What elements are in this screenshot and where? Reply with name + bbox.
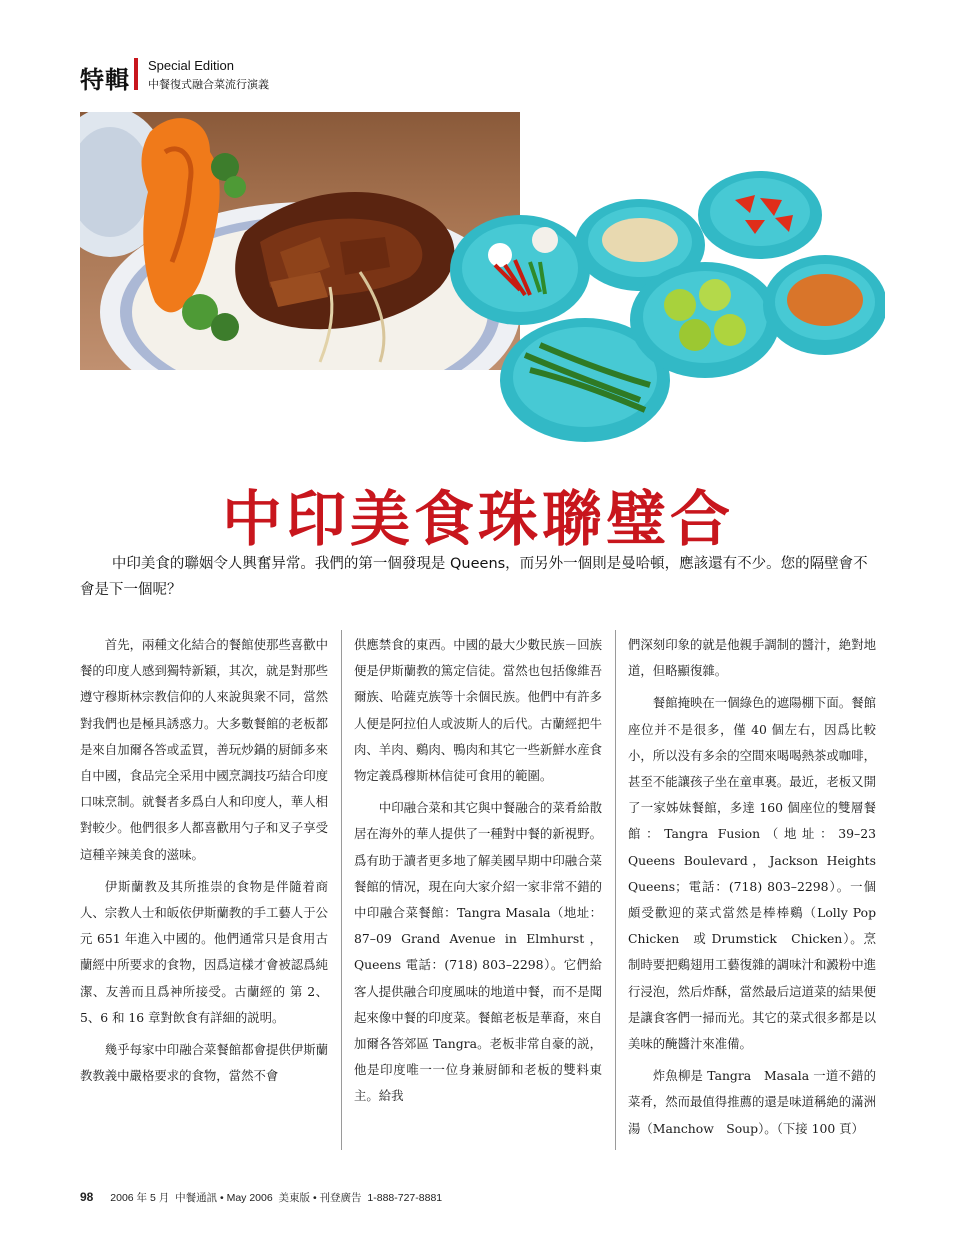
paragraph: 們深刻印象的就是他親手調制的醬汁，絶對地道，但略顯復雜。 xyxy=(628,637,876,679)
column-3 xyxy=(628,632,876,1148)
paragraph: 幾乎每家中印融合菜餐館都會提供伊斯蘭教教義中嚴格要求的食物，當然不會 xyxy=(80,1042,328,1084)
paragraph: 供應禁食的東西。中國的最大少數民族－回族便是伊斯蘭教的篤定信徒。當然也包括像維吾爾族、哈薩克族等十余個民族。他們中有許多人便是阿拉伯人或波斯人的后代。古蘭經把牛肉、羊肉、鷄肉、鴨肉和其它一些新鮮水産食物定義爲穆斯林信徒可食用的範圍。 xyxy=(354,637,602,784)
magazine-name: 中餐通訊 • May 2006 xyxy=(175,1192,273,1204)
section-subtitle: 中餐復式融合菜流行演義 xyxy=(148,78,269,91)
issue-date: 2006 年 5 月 xyxy=(110,1192,170,1204)
column-1 xyxy=(80,632,328,1095)
advertising-phone: 1-888-727-8881 xyxy=(367,1192,443,1204)
column-2 xyxy=(354,632,602,1116)
paragraph: 首先，兩種文化結合的餐館使那些喜歡中餐的印度人感到獨特新穎，其次，就是對那些遵守穆斯林宗教信仰的人來說與衆不同，當然對我們也是極具誘惑力。大多數餐館的老板都是來自加爾各答或孟買，善玩炒鍋的厨師多來自中國，食品完全采用中國烹調技巧結合印度口味烹制。就餐者多爲白人和印度人，華人相對較少。他們很多人都喜歡用勺子和叉子享受這種辛辣美食的滋味。 xyxy=(80,637,328,862)
article-title: 中印美食珠聯璧合 xyxy=(222,485,734,555)
article-lead: 中印美食的聯姻令人興奮异常。我們的第一個發現是 Queens，而另外一個則是曼哈頓，應該還有不少。您的隔壁會不會是下一個呢？ xyxy=(80,556,868,598)
paragraph: 中印融合菜和其它與中餐融合的菜肴給散居在海外的華人提供了一種對中餐的新視野。爲有助于讀者更多地了解美國早期中印融合菜餐館的情况，現在向大家介紹一家非常不錯的中印融合菜餐館：Tangra Masala（地址：87–09 Grand Avenue in Elmhurst，Queens 電話：(718) 803–2298）。它們給客人提供融合印度風味的地道中餐，而不是聞起來像中餐的印度菜。餐館老板是華裔，來自加爾各答郊區 Tangra。老板非常自豪的説，他是印度唯一一位身兼厨師和老板的雙料東主。給我 xyxy=(354,800,602,1104)
section-label: 特輯 xyxy=(80,66,130,94)
paragraph: 伊斯蘭教及其所推崇的食物是伴隨着商人、宗教人士和皈依伊斯蘭教的手工藝人于公元 651 年進入中國的。他們通常只是食用古蘭經中所要求的食物，因爲這樣才會被認爲純潔、友善而且爲神所接受。古蘭經的 第 2、5、6 和 16 章對飲食有詳細的説明。 xyxy=(80,878,328,1025)
section-divider xyxy=(134,58,138,90)
edition-label: 美東版 • 刊登廣告 xyxy=(278,1192,362,1204)
column-divider xyxy=(341,630,342,1150)
page-number: 98 xyxy=(80,1190,94,1204)
column-divider xyxy=(615,630,616,1150)
paragraph: 餐館掩映在一個綠色的遮陽棚下面。餐館座位并不是很多，僅 40 個左右，因爲比較小，所以没有多余的空間來喝喝熱茶或咖啡，甚至不能讓孩子坐在童車裏。最近，老板又開了一家姊妹餐館，多達 160 個座位的雙層餐館：Tangra Fusion（地址：39–23 Queens Boulevard，Jackson Heights Queens；電話：(718) 803–2298）。一個頗受歡迎的菜式當然是棒棒鷄（Lolly Pop Chicken 或 Drumstick Chicken）。烹制時要把鷄翅用工藝復雜的調味汁和澱粉中進行浸泡，然后炸酥，當然最后這道菜的結果便是讓食客們一掃而光。其它的菜式很多都是以美味的醃醬汁來准備。 xyxy=(628,695,876,1052)
section-english-label: Special Edition xyxy=(148,58,234,73)
ingredient-bowls-photo xyxy=(440,170,885,450)
page-footer xyxy=(80,1190,442,1205)
paragraph: 炸魚柳是 Tangra Masala 一道不錯的菜肴，然而最值得推薦的還是味道稱絶的滿洲湯（Manchow Soup）。（下接 100 頁） xyxy=(628,1068,876,1136)
